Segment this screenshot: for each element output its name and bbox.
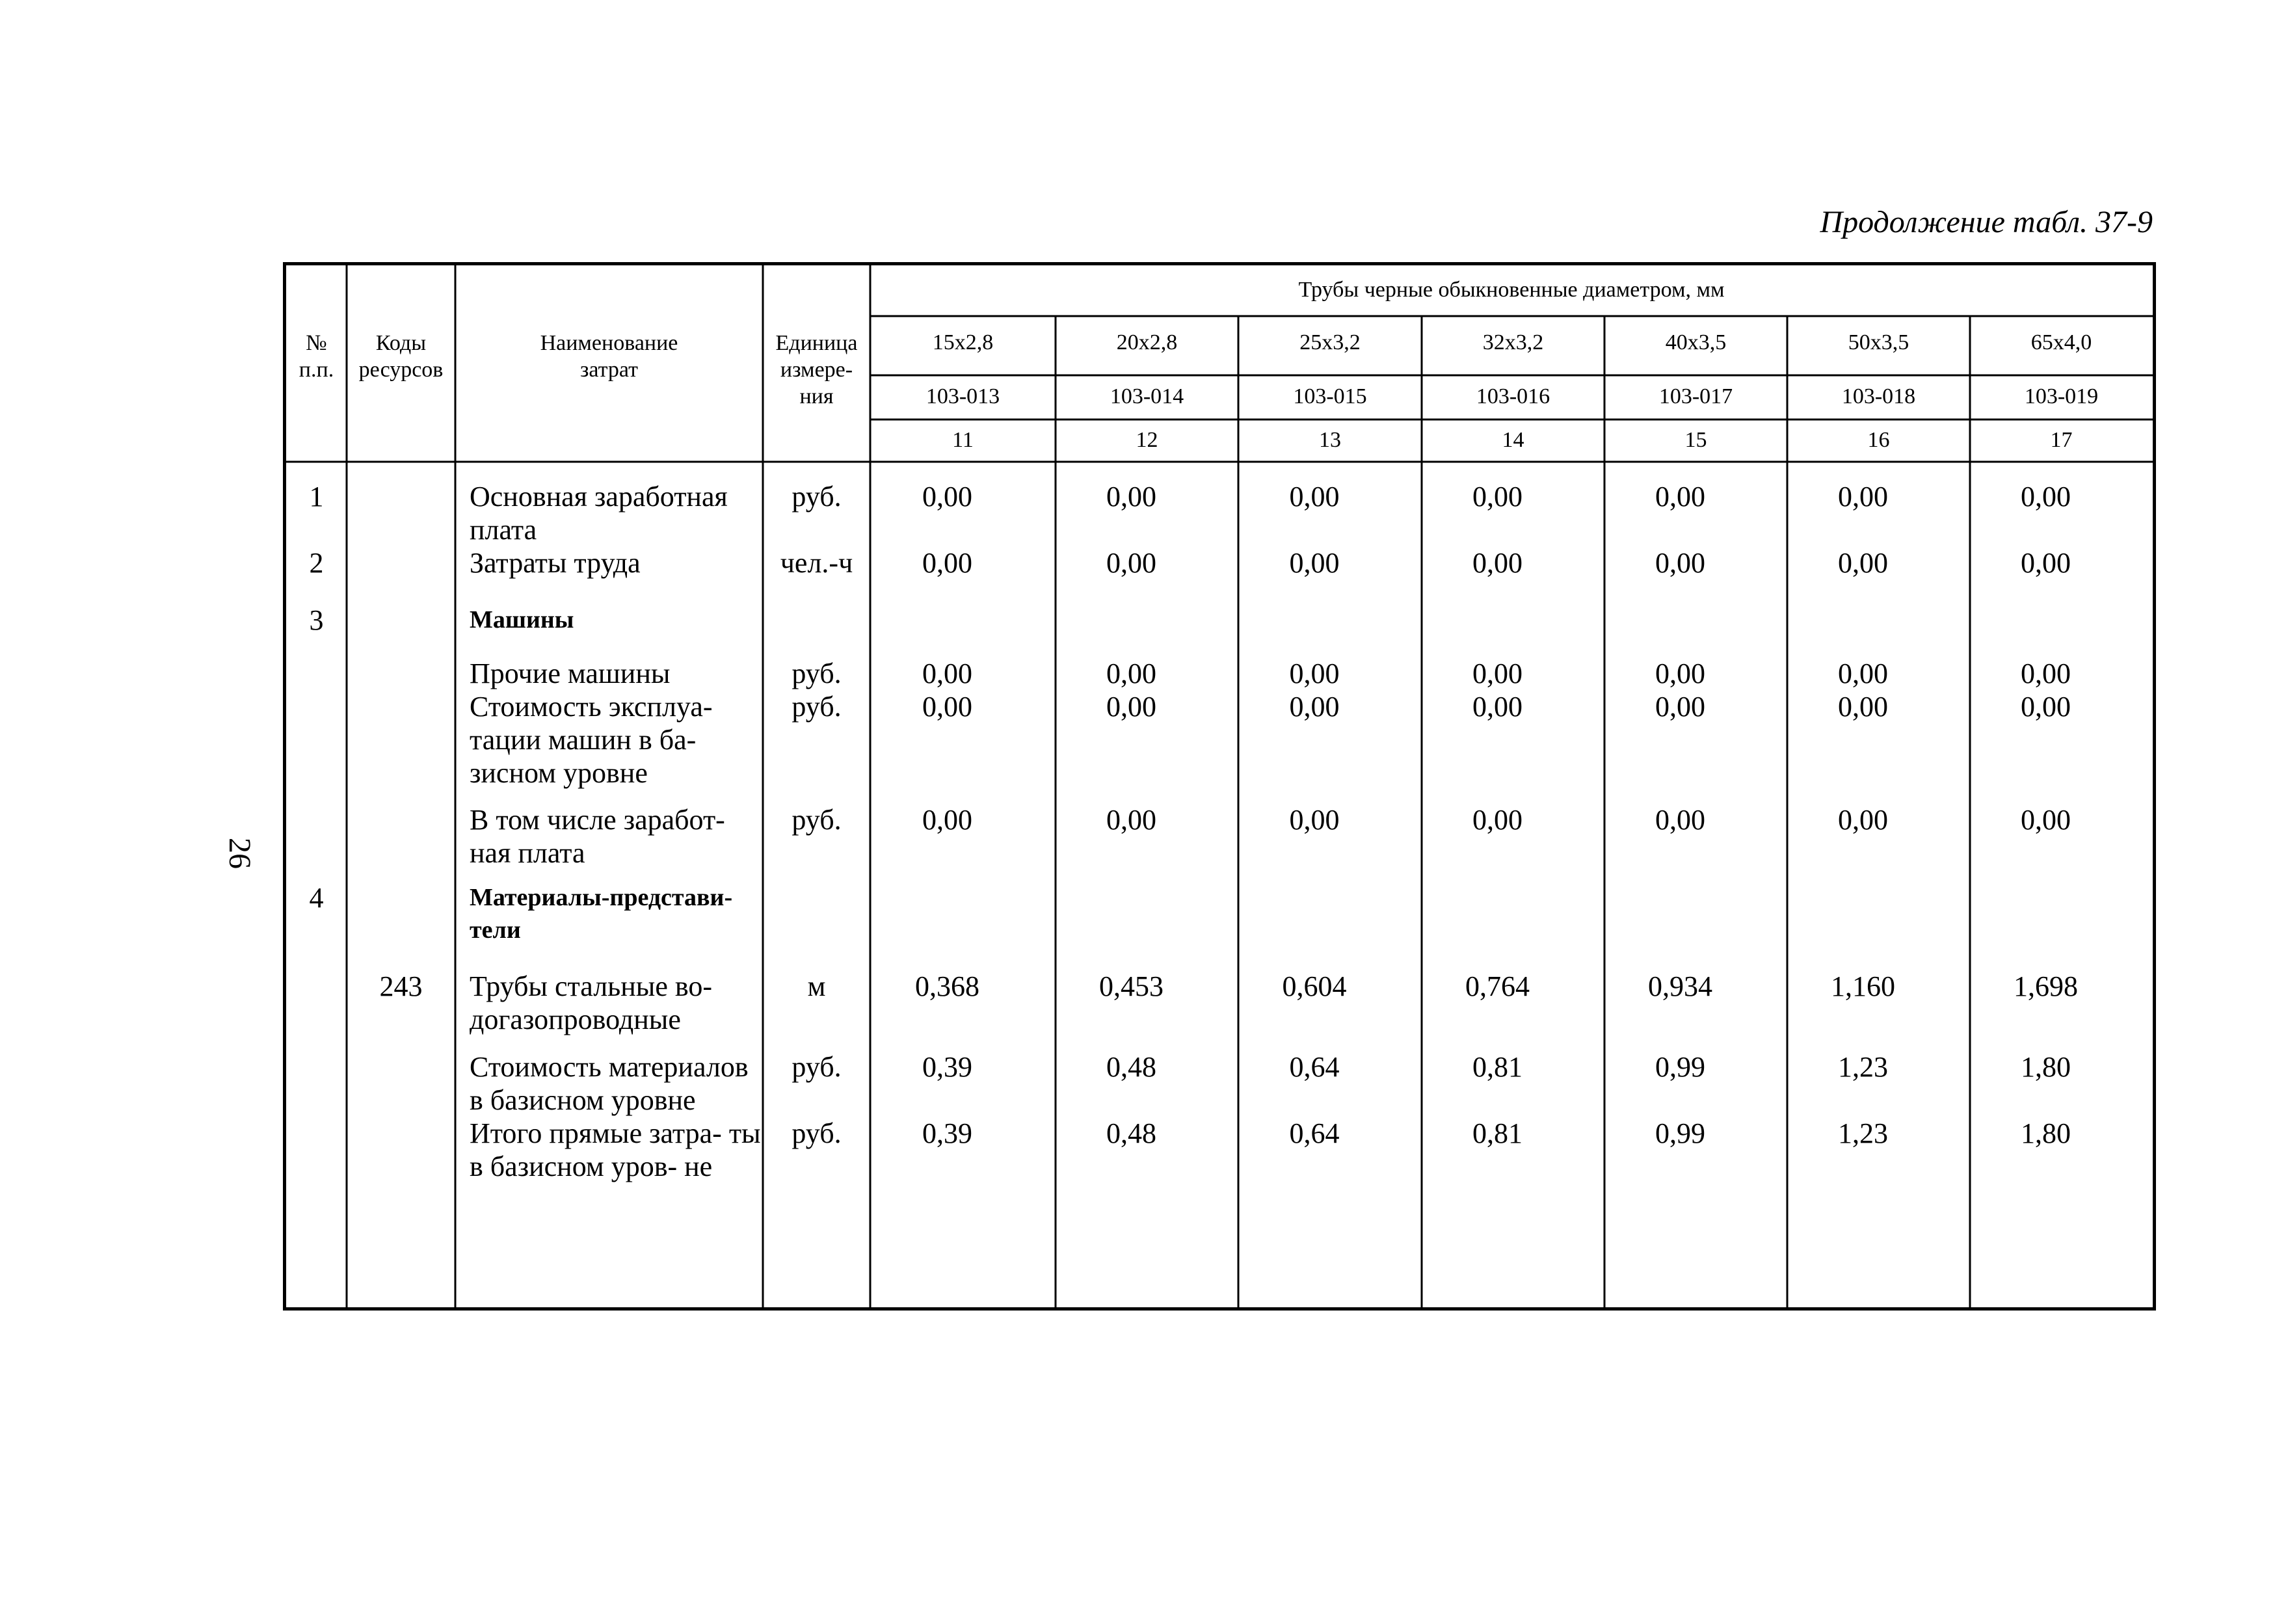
row-value-1: 0,00 bbox=[922, 547, 972, 579]
row-name: Машины bbox=[470, 606, 574, 633]
row-value-4: 0,00 bbox=[1472, 691, 1523, 723]
page-number: 26 bbox=[222, 838, 257, 869]
row-value-4: 0,00 bbox=[1472, 804, 1523, 836]
header-num: № п.п. bbox=[299, 331, 334, 382]
header-colnum-6: 16 bbox=[1867, 428, 1890, 452]
row-name: Стоимость материалов в базисном уровне bbox=[470, 1051, 749, 1116]
row-value-5: 0,934 bbox=[1648, 970, 1712, 1002]
row-value-7: 1,80 bbox=[2021, 1117, 2071, 1149]
row-name: Материалы-представи- тели bbox=[470, 884, 733, 944]
row-value-7: 0,00 bbox=[2021, 658, 2071, 689]
row-value-5: 0,00 bbox=[1655, 691, 1705, 723]
row-value-4: 0,00 bbox=[1472, 658, 1523, 689]
header-name: Наименование затрат bbox=[540, 331, 678, 382]
row-value-7: 0,00 bbox=[2021, 804, 2071, 836]
row-value-1: 0,368 bbox=[915, 970, 979, 1002]
row-value-3: 0,00 bbox=[1289, 547, 1340, 579]
row-value-5: 0,00 bbox=[1655, 547, 1705, 579]
header-size-3: 25x3,2 bbox=[1299, 330, 1361, 354]
header-colnum-2: 12 bbox=[1136, 428, 1158, 452]
row-value-6: 1,160 bbox=[1831, 970, 1895, 1002]
row-value-4: 0,00 bbox=[1472, 547, 1523, 579]
row-value-3: 0,00 bbox=[1289, 691, 1340, 723]
row-value-6: 0,00 bbox=[1838, 691, 1888, 723]
row-value-7: 0,00 bbox=[2021, 481, 2071, 512]
row-value-6: 0,00 bbox=[1838, 804, 1888, 836]
header-code-6: 103-018 bbox=[1841, 384, 1916, 408]
row-value-6: 0,00 bbox=[1838, 481, 1888, 512]
row-unit: руб. bbox=[791, 658, 842, 689]
row-unit: м bbox=[807, 970, 826, 1002]
header-code-2: 103-014 bbox=[1110, 384, 1184, 408]
row-name: В том числе заработ- ная плата bbox=[470, 804, 725, 869]
row-value-3: 0,00 bbox=[1289, 481, 1340, 512]
header-code-3: 103-015 bbox=[1293, 384, 1367, 408]
header-size-1: 15x2,8 bbox=[932, 330, 994, 354]
row-value-6: 1,23 bbox=[1838, 1051, 1888, 1083]
row-name: Прочие машины bbox=[470, 658, 671, 689]
row-unit: руб. bbox=[791, 481, 842, 512]
row-value-1: 0,00 bbox=[922, 481, 972, 512]
row-name: Основная заработная плата bbox=[470, 481, 728, 546]
row-value-6: 0,00 bbox=[1838, 658, 1888, 689]
row-value-3: 0,00 bbox=[1289, 658, 1340, 689]
row-value-1: 0,00 bbox=[922, 658, 972, 689]
row-value-2: 0,00 bbox=[1106, 691, 1156, 723]
row-unit: руб. bbox=[791, 691, 842, 723]
row-value-6: 0,00 bbox=[1838, 547, 1888, 579]
row-code: 243 bbox=[379, 970, 423, 1002]
row-unit: руб. bbox=[791, 1117, 842, 1149]
header-codes: Коды ресурсов bbox=[358, 331, 444, 382]
table-caption: Продолжение табл. 37-9 bbox=[1820, 205, 2153, 239]
row-value-7: 1,698 bbox=[2014, 970, 2078, 1002]
row-value-3: 0,64 bbox=[1289, 1117, 1340, 1149]
row-unit: чел.-ч bbox=[780, 547, 853, 579]
row-value-3: 0,64 bbox=[1289, 1051, 1340, 1083]
row-value-4: 0,81 bbox=[1472, 1117, 1523, 1149]
header-colnum-5: 15 bbox=[1684, 428, 1707, 452]
header-size-6: 50x3,5 bbox=[1848, 330, 1909, 354]
header-size-4: 32x3,2 bbox=[1482, 330, 1544, 354]
row-value-1: 0,00 bbox=[922, 691, 972, 723]
row-value-2: 0,00 bbox=[1106, 804, 1156, 836]
header-colnum-7: 17 bbox=[2050, 428, 2073, 452]
row-value-1: 0,00 bbox=[922, 804, 972, 836]
row-name: Трубы стальные во- догазопроводные bbox=[470, 970, 712, 1035]
row-value-7: 1,80 bbox=[2021, 1051, 2071, 1083]
row-value-2: 0,453 bbox=[1099, 970, 1164, 1002]
row-name: Затраты труда bbox=[470, 547, 641, 579]
row-value-3: 0,604 bbox=[1282, 970, 1347, 1002]
row-value-3: 0,00 bbox=[1289, 804, 1340, 836]
header-colnum-3: 13 bbox=[1319, 428, 1341, 452]
row-num: 3 bbox=[309, 604, 324, 636]
row-num: 4 bbox=[309, 882, 324, 914]
row-num: 2 bbox=[309, 547, 324, 579]
row-value-1: 0,39 bbox=[922, 1117, 972, 1149]
row-name: Итого прямые затра- ты в базисном уров- не bbox=[470, 1117, 761, 1182]
row-value-7: 0,00 bbox=[2021, 691, 2071, 723]
header-colnum-4: 14 bbox=[1502, 428, 1524, 452]
row-unit: руб. bbox=[791, 804, 842, 836]
row-value-2: 0,00 bbox=[1106, 658, 1156, 689]
row-value-5: 0,00 bbox=[1655, 658, 1705, 689]
row-value-7: 0,00 bbox=[2021, 547, 2071, 579]
row-value-4: 0,81 bbox=[1472, 1051, 1523, 1083]
row-value-4: 0,764 bbox=[1465, 970, 1530, 1002]
row-value-6: 1,23 bbox=[1838, 1117, 1888, 1149]
row-value-2: 0,00 bbox=[1106, 547, 1156, 579]
row-value-4: 0,00 bbox=[1472, 481, 1523, 512]
row-value-5: 0,99 bbox=[1655, 1117, 1705, 1149]
row-value-5: 0,99 bbox=[1655, 1051, 1705, 1083]
header-unit: Единица измере- ния bbox=[775, 331, 858, 408]
header-code-5: 103-017 bbox=[1658, 384, 1733, 408]
header-code-1: 103-013 bbox=[925, 384, 1000, 408]
header-code-7: 103-019 bbox=[2024, 384, 2099, 408]
cost-table bbox=[283, 262, 2156, 1311]
header-group-title: Трубы черные обыкновенные диаметром, мм bbox=[1298, 278, 1725, 302]
row-value-5: 0,00 bbox=[1655, 804, 1705, 836]
header-size-2: 20x2,8 bbox=[1116, 330, 1178, 354]
row-unit: руб. bbox=[791, 1051, 842, 1083]
header-code-4: 103-016 bbox=[1476, 384, 1550, 408]
row-name: Стоимость эксплуа- тации машин в ба- зисном уровне bbox=[470, 691, 713, 789]
row-value-1: 0,39 bbox=[922, 1051, 972, 1083]
header-size-5: 40x3,5 bbox=[1665, 330, 1727, 354]
row-num: 1 bbox=[309, 481, 324, 512]
row-value-2: 0,00 bbox=[1106, 481, 1156, 512]
row-value-2: 0,48 bbox=[1106, 1051, 1156, 1083]
header-size-7: 65x4,0 bbox=[2030, 330, 2092, 354]
row-value-5: 0,00 bbox=[1655, 481, 1705, 512]
header-colnum-1: 11 bbox=[952, 428, 974, 452]
row-value-2: 0,48 bbox=[1106, 1117, 1156, 1149]
